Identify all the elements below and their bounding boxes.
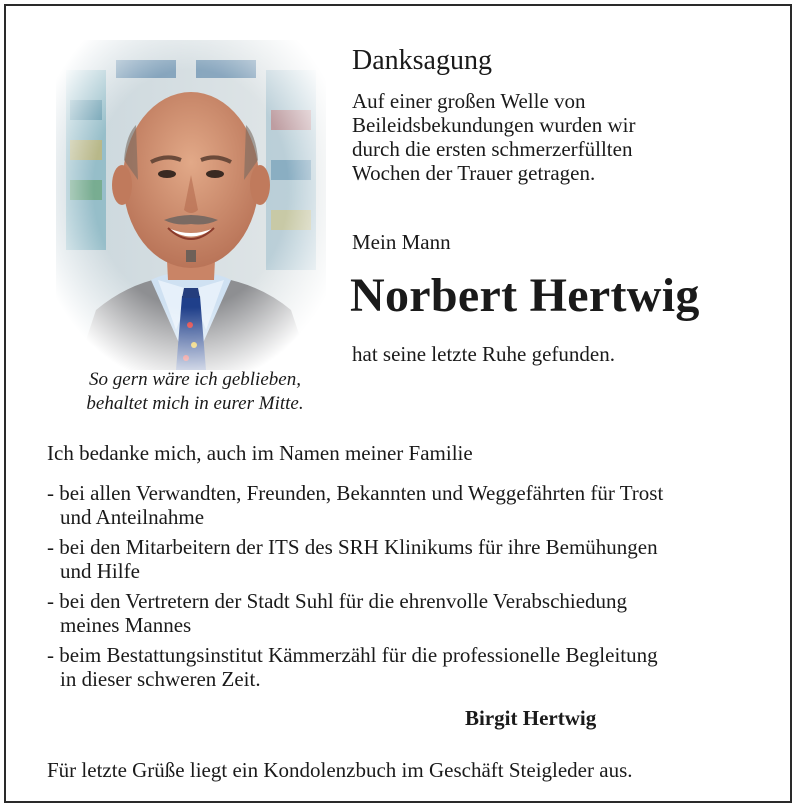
thanks-item-continuation: meines Mannes — [60, 613, 192, 637]
heading-danksagung: Danksagung — [352, 45, 492, 76]
thanks-item-line: - bei den Mitarbeitern der ITS des SRH Klinikums für ihre Bemühungen — [47, 535, 658, 559]
thanks-list — [47, 481, 767, 697]
rest-text: hat seine letzte Ruhe gefunden. — [352, 342, 615, 366]
thanks-item-continuation: und Anteilnahme — [60, 505, 205, 529]
thanks-item-continuation: und Hilfe — [60, 559, 140, 583]
footer-note: Für letzte Grüße liegt ein Kondolenzbuch im Geschäft Steigleder aus. — [47, 758, 633, 782]
caption-line: So gern wäre ich geblieben, — [89, 369, 301, 390]
thanks-intro: Ich bedanke mich, auch im Namen meiner Familie — [47, 441, 473, 465]
caption-line: behaltet mich in eurer Mitte. — [86, 393, 304, 414]
intro-paragraph — [352, 89, 635, 185]
deceased-name: Norbert Hertwig — [350, 269, 700, 322]
thanks-item-line: - bei allen Verwandten, Freunden, Bekannten und Weggefährten für Trost — [47, 481, 664, 505]
thanks-item — [47, 535, 767, 583]
relation-text: Mein Mann — [352, 230, 451, 254]
signature: Birgit Hertwig — [465, 706, 597, 730]
portrait-photo — [56, 40, 326, 370]
thanks-item — [47, 643, 767, 691]
thanks-item — [47, 481, 767, 529]
photo-caption — [50, 368, 340, 416]
thanks-item-continuation: in dieser schweren Zeit. — [60, 667, 261, 691]
thanks-item — [47, 589, 767, 637]
intro-line: Wochen der Trauer getragen. — [352, 161, 596, 185]
thanks-item-line: - beim Bestattungsinstitut Kämmerzähl für die professionelle Begleitung — [47, 643, 658, 667]
thanks-item-line: - bei den Vertretern der Stadt Suhl für die ehrenvolle Verabschiedung — [47, 589, 628, 613]
intro-line: Beileidsbekundungen wurden wir — [352, 113, 636, 137]
intro-line: Auf einer großen Welle von — [352, 89, 586, 113]
intro-line: durch die ersten schmerzerfüllten — [352, 137, 633, 161]
